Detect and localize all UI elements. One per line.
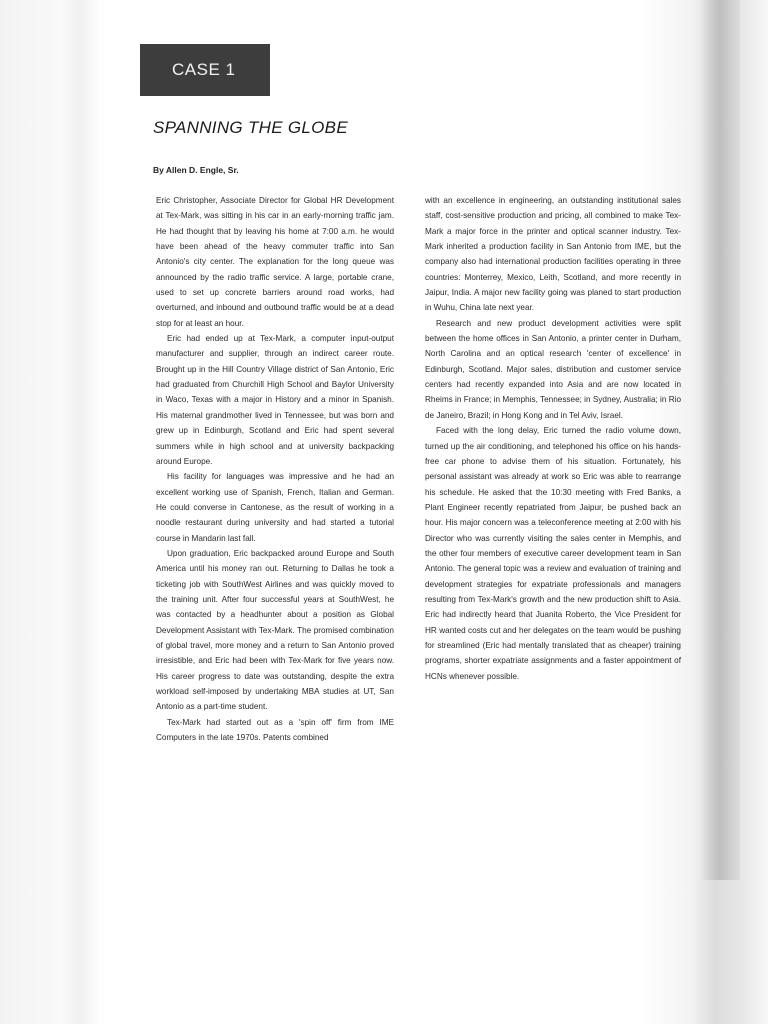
right-text-column	[425, 193, 681, 684]
paragraph: Eric Christopher, Associate Director for Global HR Development at Tex-Mark, was sitting in his car in an early-morning traffic jam. He had thought that by leaving his home at 7:00 a.m. he would have been ahead of the heavy commuter traffic into San Antonio's city center. The explanation for the long queue was announced by the radio traffic service. A large, portable crane, used to set up concrete barriers around road works, had overturned, and inbound and outbound traffic would be at a dead stop for at least an hour.	[156, 196, 394, 328]
paragraph: Research and new product development activities were split between the home offices in San Antonio, a printer center in Durham, North Carolina and an optical research 'center of excellence' in Edinburgh, Scotland. Major sales, distribution and customer service centers had recently expanded into Asia and are now located in Rheims in France; in Memphis, Tennessee; in Sydney, Australia; in Rio de Janeiro, Brazil; in Hong Kong and in Tel Aviv, Israel.	[425, 318, 681, 420]
paragraph: with an excellence in engineering, an outstanding institutional sales staff, cost-sensitive production and pricing, all combined to make Tex-Mark a major force in the printer and optical scanner industry. Tex-Mark inherited a production facility in San Antonio from IME, but the company also had international production facilities operating in three countries: Monterrey, Mexico, Leith, Scotland, and more recently in Jaipur, India. A major new facility going was planed to start production in Wuhu, China late next year.	[425, 196, 681, 313]
paragraph: Tex-Mark had started out as a 'spin off' firm from IME Computers in the late 1970s. Patents combined	[156, 717, 394, 743]
case-label: CASE 1	[140, 44, 270, 96]
left-text-column	[156, 193, 394, 745]
page-title: SPANNING THE GLOBE	[153, 118, 348, 137]
paragraph: Upon graduation, Eric backpacked around Europe and South America until his money ran out. Returning to Dallas he took a ticketing job with SouthWest Airlines and was quickly moved to the training unit. After four successful years at SouthWest, he was contacted by a headhunter about a position as Global Development Assistant with Tex-Mark. The promised combination of global travel, more money and a return to San Antonio proved irresistible, and Eric had been with Tex-Mark for five years now. His career progress to date was outstanding, despite the extra workload self-imposed by undertaking MBA studies at UT, San Antonio as a part-time student.	[156, 548, 394, 712]
paragraph: Eric had ended up at Tex-Mark, a computer input-output manufacturer and supplier, through an indirect career route. Brought up in the Hill Country Village district of San Antonio, Eric had graduated from Churchill High School and Baylor University in Waco, Texas with a major in History and a minor in Spanish. His maternal grandmother lived in Tennessee, but was born and grew up in Edinburgh, Scotland and Eric had spent several summers while in high school and at university backpacking around Europe.	[156, 334, 394, 466]
paragraph: His facility for languages was impressive and he had an excellent working use of Spanish, French, Italian and German. He could converse in Cantonese, as the result of working in a noodle restaurant during university and had started a tutorial course in Mandarin last fall.	[156, 472, 394, 543]
paragraph: Faced with the long delay, Eric turned the radio volume down, turned up the air conditioning, and telephoned his office on his hands-free car phone to advise them of his situation. Fortunately, his personal assistant was already at work so Eric was able to rearrange his schedule. He asked that the 10:30 meeting with Fred Banks, a Plant Engineer recently repatriated from Jaipur, be pushed back an hour. His major concern was a teleconference meeting at 2:00 with his Director who was currently visiting the sales center in Memphis, and the other four members of executive career development team in San Antonio. The general topic was a review and evaluation of training and development strategies for expatriate professionals and managers resulting from Tex-Mark's growth and the new production shift to Asia. Eric had indirectly heard that Juanita Roberto, the Vice President for HR wanted costs cut and her delegates on the team would be pushing for streamlined (Eric had mentally translated that as cheaper) training programs, shorter expatriate assignments and a faster appointment of HCNs whenever possible.	[425, 426, 681, 681]
page-edge-shadow-left	[60, 0, 100, 1024]
page-fold-shadow-right	[700, 0, 740, 880]
author-byline: By Allen D. Engle, Sr.	[153, 165, 239, 175]
